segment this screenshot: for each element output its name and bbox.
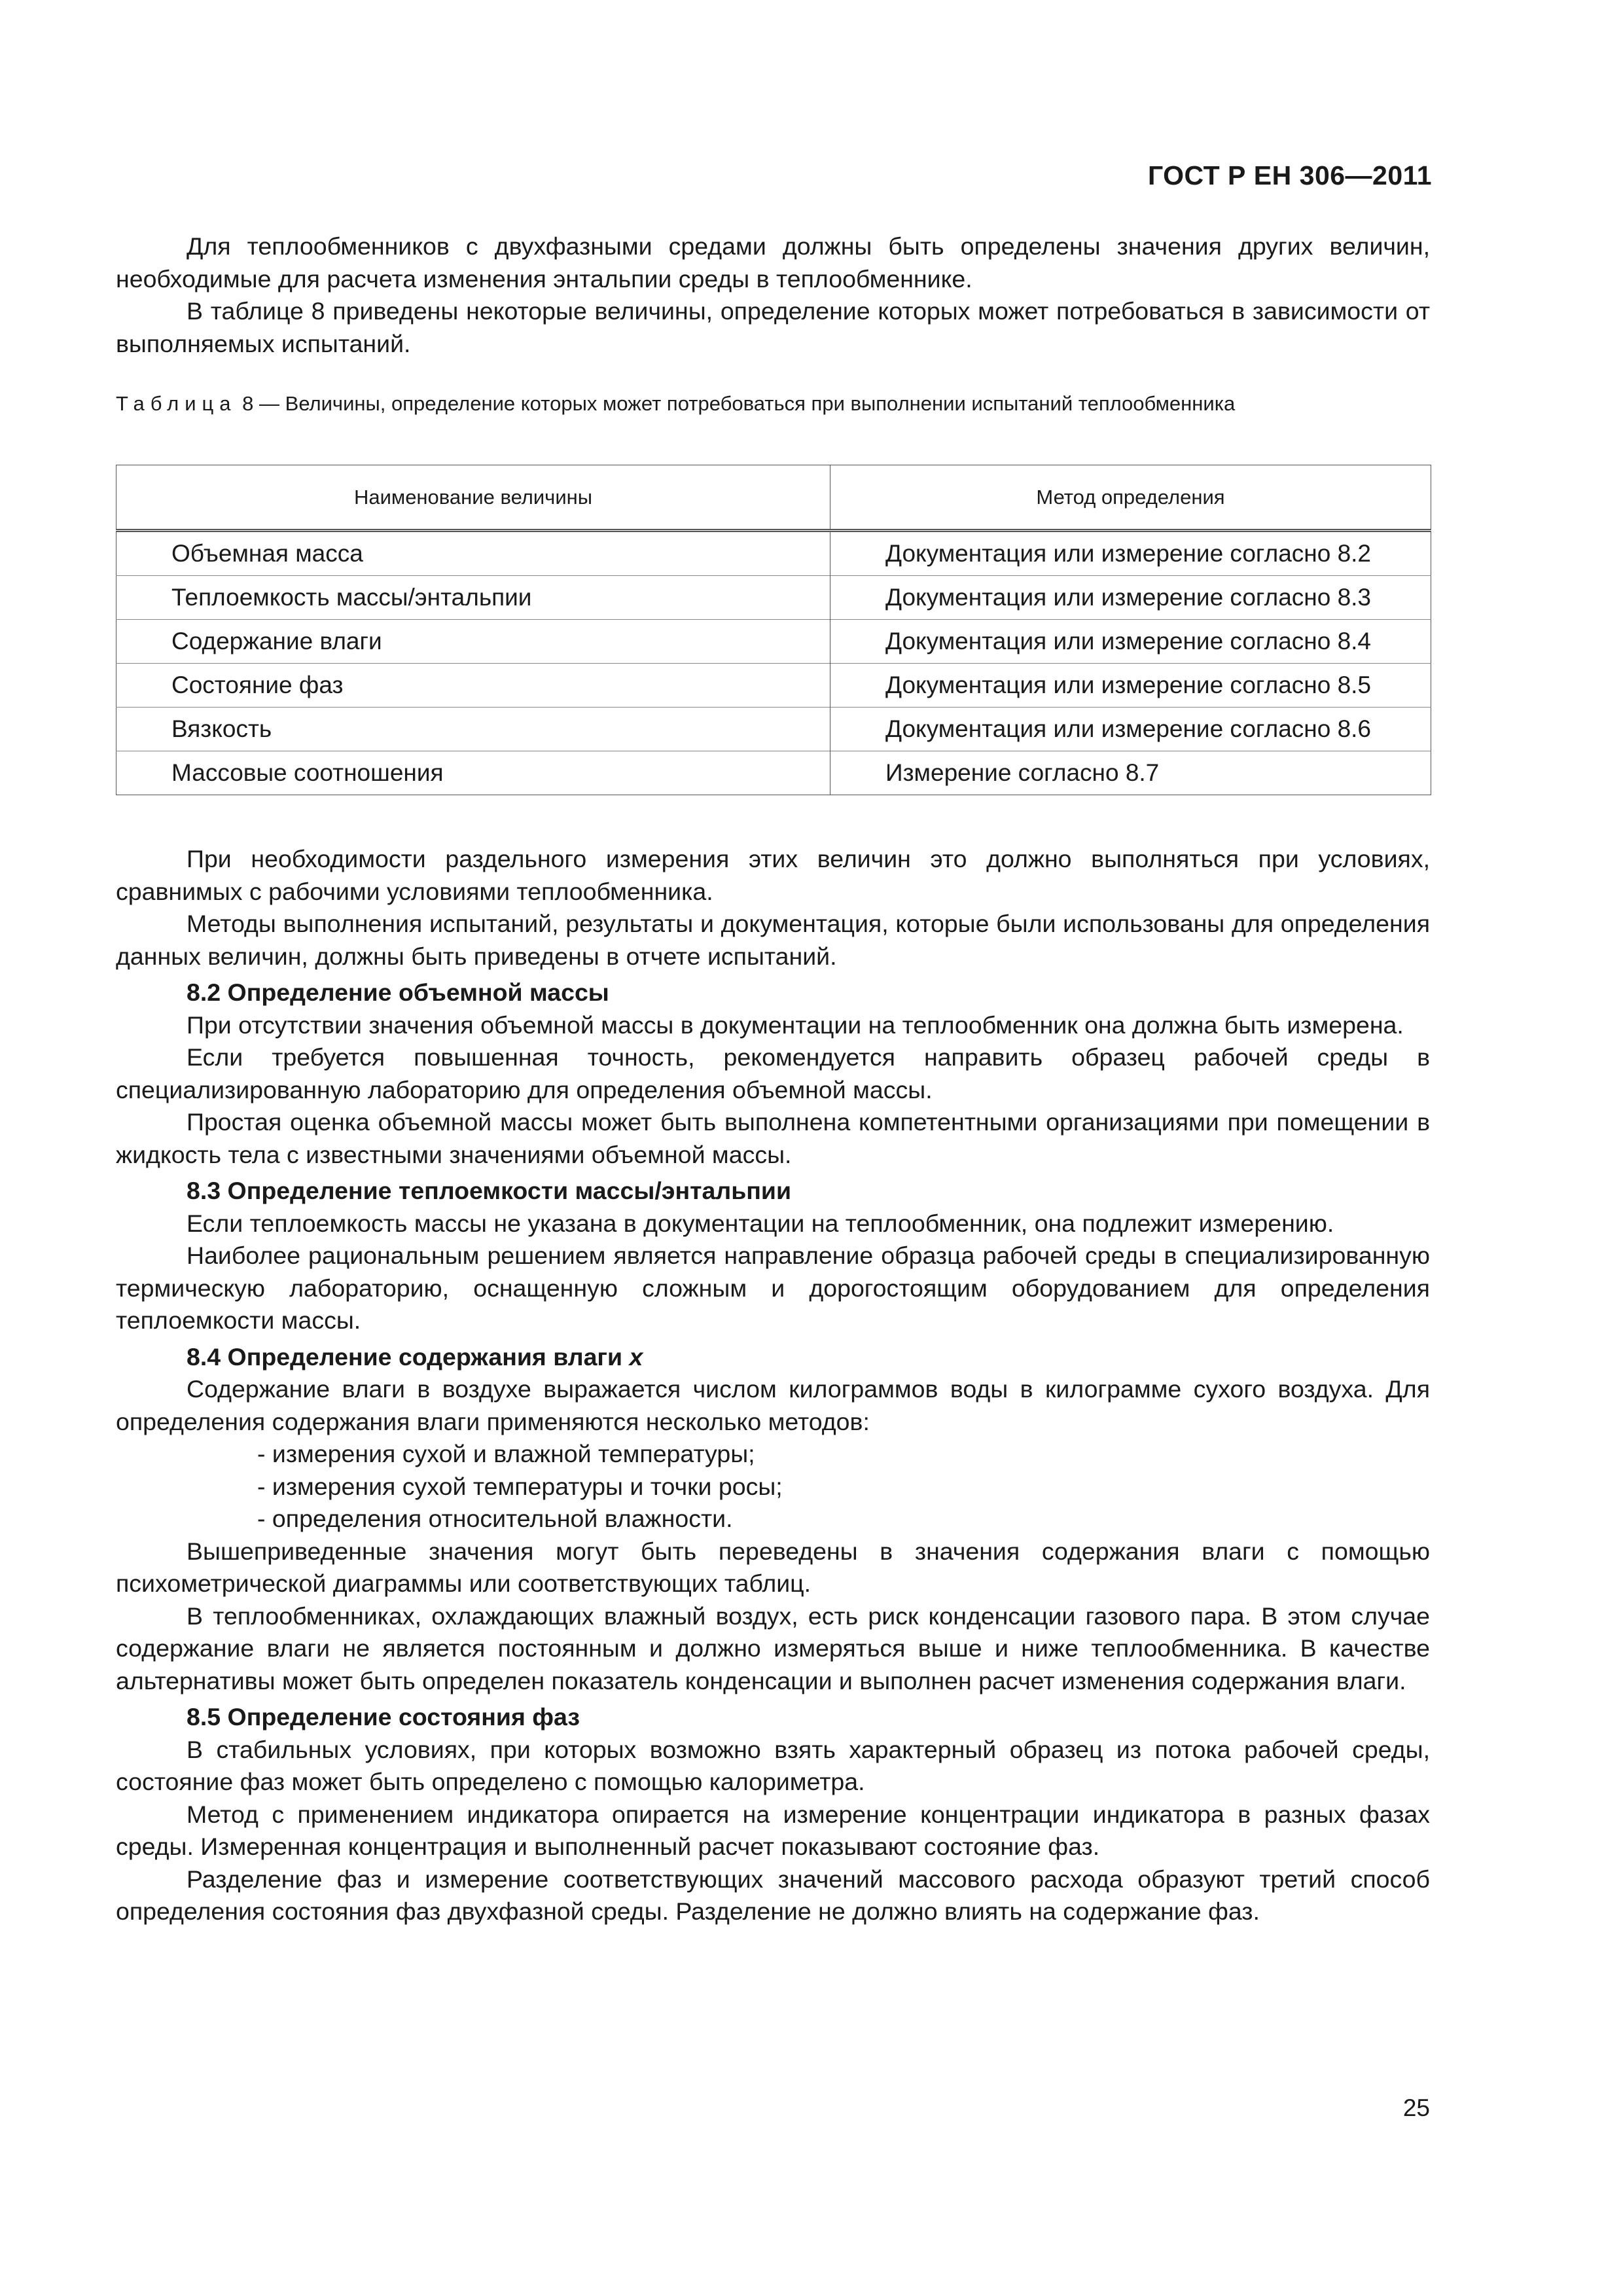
quantity-cell: Теплоемкость массы/энтальпии (116, 576, 830, 620)
quantity-cell: Содержание влаги (116, 620, 830, 664)
body-paragraph: Вышеприведенные значения могут быть переведены в значения содержания влаги с помощью психометрической диаграммы или соответствующих таблиц. (116, 1537, 1430, 1597)
column-header-method: Метод определения (830, 465, 1431, 531)
table-row (116, 531, 1431, 576)
moisture-variable: x (629, 1342, 643, 1371)
table-row (116, 620, 1431, 664)
method-cell: Документация или измерение согласно 8.6 (830, 708, 1431, 751)
table-row (116, 664, 1431, 708)
quantity-cell: Массовые соотношения (116, 751, 830, 795)
body-paragraph: В теплообменниках, охлаждающих влажный воздух, есть риск конденсации газового пара. В этом случае содержание влаги не является постоянным и должно измеряться выше и ниже теплообменника. В качестве альтернативы может быть определен показатель конденсации и выполнен расчет изменения содержания влаги. (116, 1602, 1430, 1695)
section-heading-8-4 (116, 1341, 1430, 1374)
intro-block (116, 230, 1430, 360)
section-heading-8-2: 8.2 Определение объемной массы (187, 978, 609, 1006)
list-item: - определения относительной влажности. (257, 1505, 733, 1532)
table-caption (116, 390, 1430, 417)
section-heading-8-4-text: 8.4 Определение содержания влаги (187, 1342, 623, 1371)
intro-paragraph: Для теплообменников с двухфазными средами должны быть определены значения других величин, необходимые для расчета изменения энтальпии среды в теплообменнике. (116, 232, 1430, 293)
list-item: - измерения сухой температуры и точки росы; (257, 1472, 783, 1500)
body-paragraph: Простая оценка объемной массы может быть выполнена компетентными организациями при помещении в жидкость тела с известными значениями объемной массы. (116, 1108, 1430, 1168)
main-text-block (116, 843, 1430, 1928)
quantity-cell: Состояние фаз (116, 664, 830, 708)
body-paragraph: При необходимости раздельного измерения этих величин это должно выполняться при условиях, сравнимых с рабочими условиями теплообменника. (116, 845, 1430, 905)
table-row (116, 751, 1431, 795)
method-cell: Документация или измерение согласно 8.5 (830, 664, 1431, 708)
table-row (116, 576, 1431, 620)
column-header-quantity: Наименование величины (116, 465, 830, 531)
body-paragraph: Содержание влаги в воздухе выражается числом килограммов воды в килограмме сухого воздуха. Для определения содержания влаги применяются несколько методов: (116, 1375, 1430, 1435)
quantities-table (116, 465, 1431, 795)
body-paragraph: Если требуется повышенная точность, рекомендуется направить образец рабочей среды в специализированную лабораторию для определения объемной массы. (116, 1043, 1430, 1103)
method-cell: Документация или измерение согласно 8.4 (830, 620, 1431, 664)
body-paragraph: В стабильных условиях, при которых возможно взять характерный образец из потока рабочей среды, состояние фаз может быть определено с помощью калориметра. (116, 1735, 1430, 1795)
page-number: 25 (1402, 2094, 1430, 2121)
quantity-cell: Объемная масса (116, 531, 830, 576)
section-heading-8-5: 8.5 Определение состояния фаз (187, 1703, 580, 1731)
intro-paragraph: В таблице 8 приведены некоторые величины, определение которых может потребоваться в зависимости от выполняемых испытаний. (116, 297, 1430, 357)
table-header-row (116, 465, 1431, 531)
body-paragraph: Если теплоемкость массы не указана в документации на теплообменник, она подлежит измерению. (187, 1209, 1334, 1237)
body-paragraph: Наиболее рациональным решением является направление образца рабочей среды в специализированную термическую лабораторию, оснащенную сложным и дорогостоящим оборудованием для определения теплоемкости массы. (116, 1242, 1430, 1334)
method-cell: Измерение согласно 8.7 (830, 751, 1431, 795)
method-cell: Документация или измерение согласно 8.3 (830, 576, 1431, 620)
method-cell: Документация или измерение согласно 8.2 (885, 540, 1372, 567)
table-caption-text: 8 — Величины, определение которых может потребоваться при выполнении испытаний теплообменника (236, 392, 1236, 415)
body-paragraph: При отсутствии значения объемной массы в документации на теплообменник она должна быть измерена. (187, 1011, 1404, 1039)
body-paragraph: Метод с применением индикатора опирается на измерение концентрации индикатора в разных фазах среды. Измеренная концентрация и выполненный расчет показывают состояние фаз. (116, 1800, 1430, 1860)
table-row (116, 708, 1431, 751)
body-paragraph: Методы выполнения испытаний, результаты и документация, которые были использованы для определения данных величин, должны быть приведены в отчете испытаний. (116, 910, 1430, 970)
body-paragraph: Разделение фаз и измерение соответствующих значений массового расхода образуют третий способ определения состояния фаз двухфазной среды. Разделение не должно влиять на содержание фаз. (116, 1865, 1430, 1925)
quantity-cell: Вязкость (116, 708, 830, 751)
table-caption-label: Таблица (116, 392, 237, 415)
document-code-header: ГОСТ Р ЕН 306—2011 (1147, 160, 1432, 190)
section-heading-8-3: 8.3 Определение теплоемкости массы/энтальпии (187, 1177, 792, 1204)
list-item: - измерения сухой и влажной температуры; (257, 1440, 755, 1467)
